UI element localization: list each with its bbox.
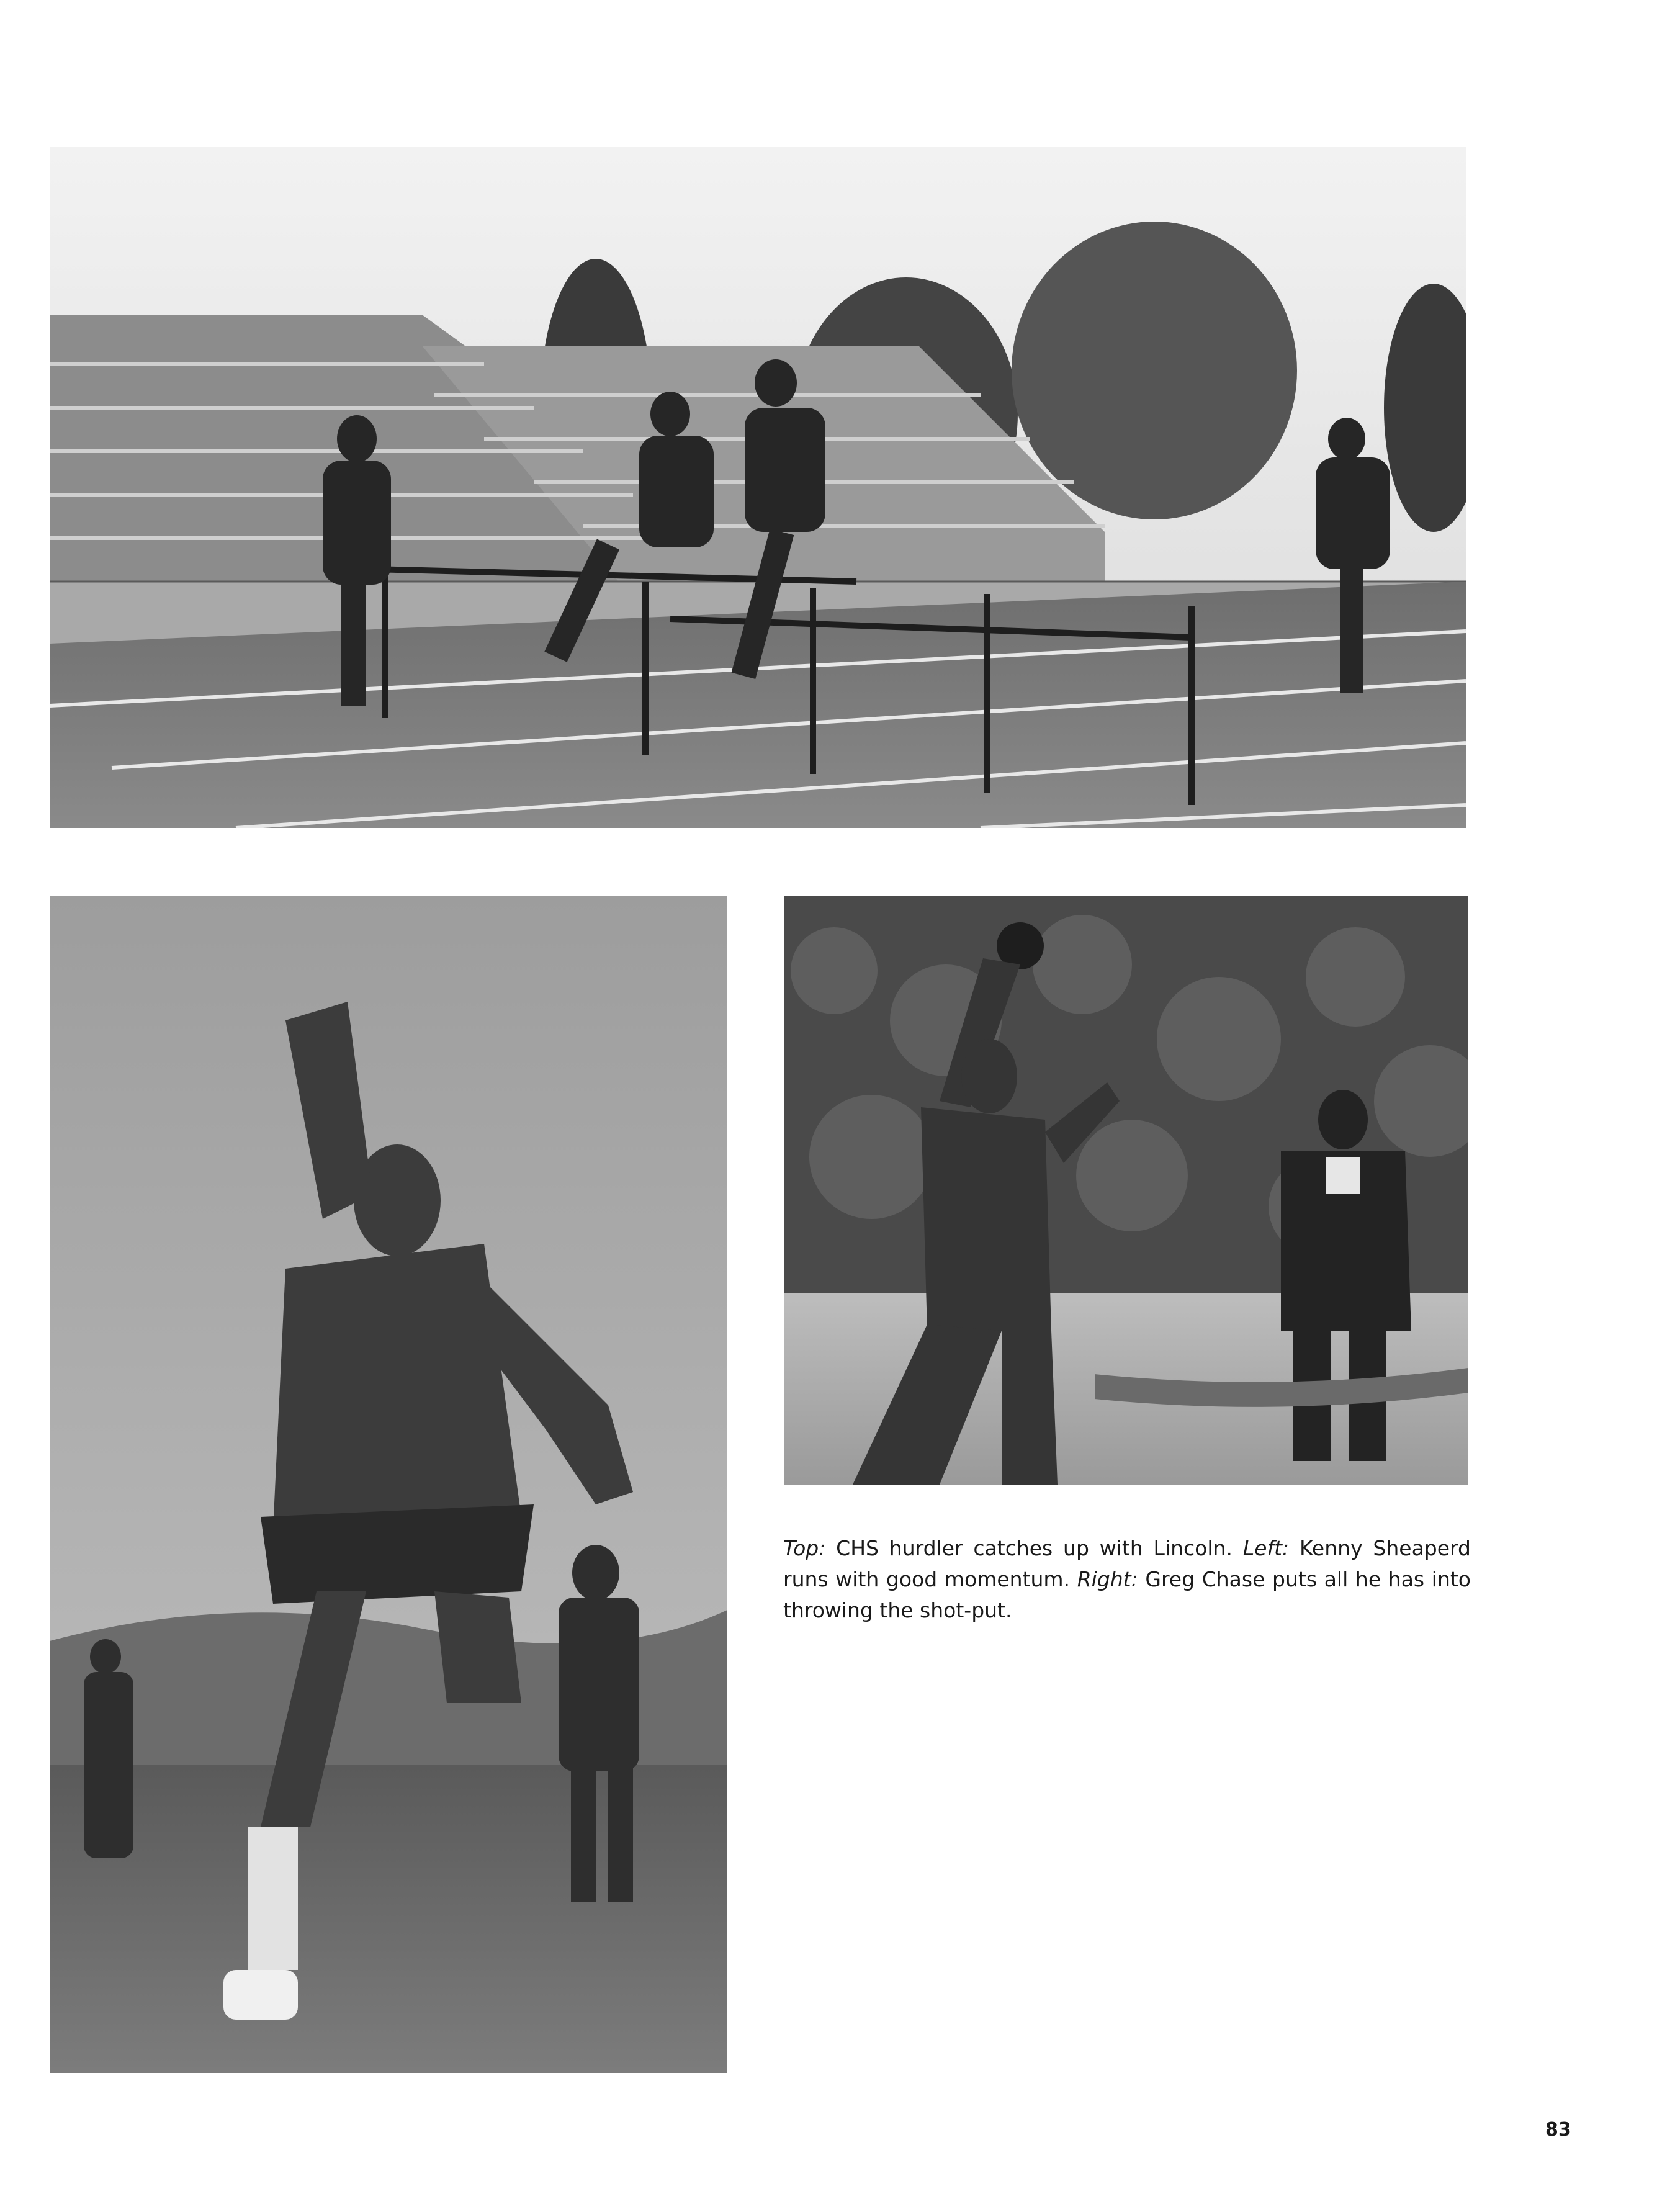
- caption-left-text: Kenny Sheaperd runs with good momentum.: [783, 1536, 1471, 1591]
- photo-long-jumper: [50, 896, 727, 2073]
- photo-caption: [783, 1533, 1471, 1626]
- caption-right-label: Right:: [1077, 1567, 1138, 1591]
- photo-shot-put-image: [784, 896, 1468, 1485]
- caption-right-text: Greg Chase puts all he has into throwing the shot-put.: [783, 1567, 1471, 1622]
- caption-left-label: Left:: [1242, 1536, 1290, 1560]
- caption-top-label: Top:: [783, 1536, 826, 1560]
- caption-top-text: CHS hurdler catches up with Lincoln.: [825, 1536, 1243, 1560]
- photo-shot-put: [784, 896, 1468, 1485]
- page-number: 83: [1545, 2119, 1571, 2141]
- photo-long-jumper-image: [50, 896, 727, 2073]
- photo-hurdlers: [50, 147, 1466, 828]
- photo-hurdlers-image: [50, 147, 1466, 828]
